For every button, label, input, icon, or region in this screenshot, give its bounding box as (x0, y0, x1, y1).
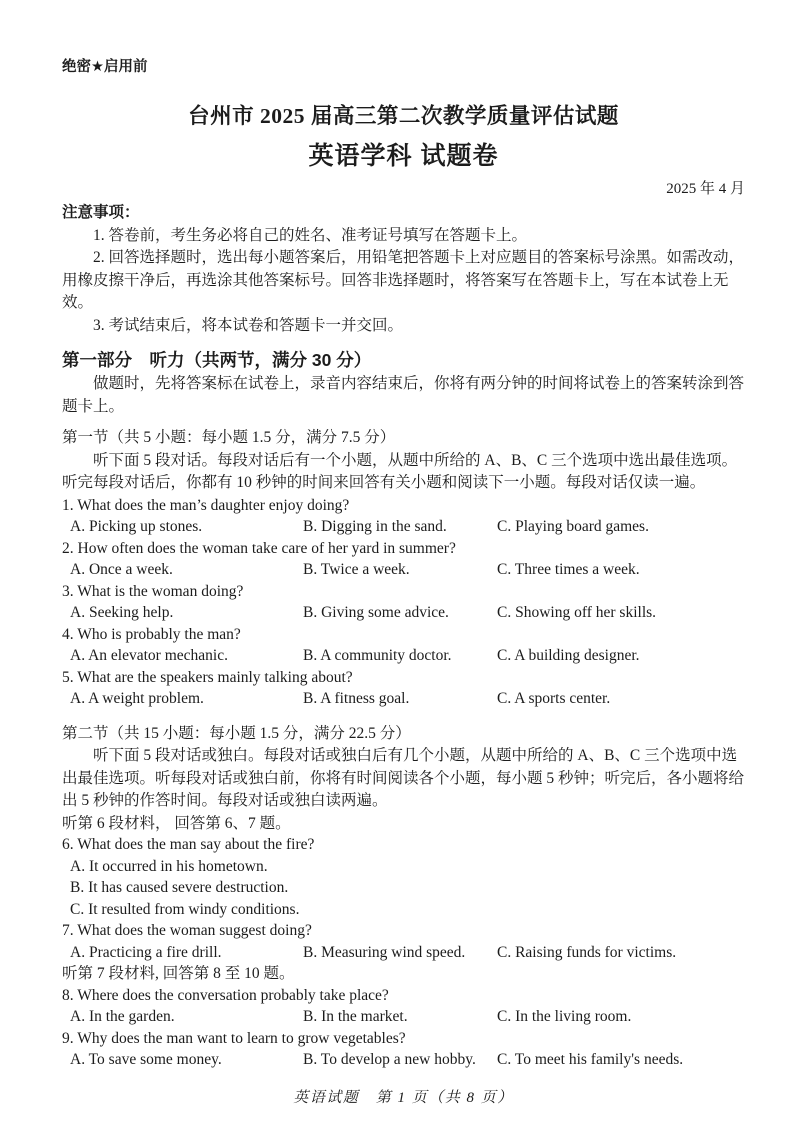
option: B. In the market. (303, 1008, 408, 1025)
question (62, 581, 745, 624)
part1-intro: 做题时，先将答案标在试卷上，录音内容结束后，你将有两分钟的时间将试卷上的答案转涂到答题卡上。 (62, 375, 745, 415)
section1-questions (62, 495, 745, 710)
options-row (62, 516, 745, 538)
options-row (62, 1006, 745, 1028)
section1-intro: 听下面 5 段对话。每段对话后有一个小题，从题中所给的 A、B、C 三个选项中选出最佳选项。听完每段对话后，你都有 10 秒钟的时间来回答有关小题和阅读下一小题。每段对话仅读一遍。 (62, 451, 738, 491)
option: B. It has caused severe destruction. (70, 879, 289, 896)
option: B. A fitness goal. (303, 690, 410, 707)
question (62, 667, 745, 710)
section2-questions (62, 813, 745, 1071)
option: A. An elevator mechanic. (70, 647, 228, 664)
option: A. It occurred in his hometown. (70, 857, 268, 875)
question (62, 538, 745, 581)
page-footer: 英语试题 第 1 页（共 8 页） (293, 1089, 514, 1106)
notice-item: 2. 回答选择题时，选出每小题答案后，用铅笔把答题卡上对应题目的答案标号涂黑。如需改动，用橡皮擦干净后，再选涂其他答案标号。回答非选择题时，将答案写在答题卡上，写在本试卷上无效。 (62, 249, 745, 311)
page-title: 台州市 2025 届高三第二次教学质量评估试题 (188, 104, 619, 128)
part1-heading: 第一部分 听力（共两节，满分 30 分） (62, 350, 372, 370)
option: B. Digging in the sand. (303, 518, 447, 535)
notice-heading: 注意事项： (62, 204, 140, 221)
question-text: 4. Who is probably the man? (62, 625, 241, 643)
options-row (62, 942, 745, 964)
question-text: 2. How often does the woman take care of her yard in summer? (62, 539, 456, 557)
options-row (62, 602, 745, 624)
option: A. Seeking help. (70, 604, 174, 621)
option: A. To save some money. (70, 1051, 222, 1068)
question (62, 920, 745, 963)
question-text: 3. What is the woman doing? (62, 582, 244, 600)
option: C. In the living room. (497, 1008, 632, 1025)
material-instruction: 听第 6 段材料， 回答第 6、7 题。 (62, 814, 291, 832)
options-row (62, 1049, 745, 1071)
question-text: 7. What does the woman suggest doing? (62, 922, 312, 939)
secrecy-label: 绝密★启用前 (62, 59, 148, 75)
option: C. To meet his family's needs. (497, 1051, 684, 1068)
question-text: 1. What does the man’s daughter enjoy doing? (62, 496, 350, 514)
section2-intro: 听下面 5 段对话或独白。每段对话或独白后有几个小题，从题中所给的 A、B、C 三个选项中选出最佳选项。听每段对话或独白前，你将有时间阅读各个小题，每小题 5 秒钟；听完后，各小题将给出 5 秒钟的作答时间。每段对话或独白读两遍。 (62, 747, 745, 809)
notice-list (62, 225, 745, 338)
option: C. Raising funds for victims. (497, 943, 677, 961)
option: B. A community doctor. (303, 647, 452, 664)
question-text: 8. Where does the conversation probably take place? (62, 986, 389, 1004)
option: B. Measuring wind speed. (303, 943, 466, 961)
exam-date: 2025 年 4 月 (666, 181, 745, 197)
options-row (62, 559, 745, 581)
option: C. Three times a week. (497, 561, 640, 578)
question (62, 834, 745, 920)
option: B. To develop a new hobby. (303, 1051, 476, 1068)
question (62, 624, 745, 667)
option: A. In the garden. (70, 1008, 175, 1025)
notice-item: 3. 考试结束后，将本试卷和答题卡一并交回。 (93, 316, 404, 334)
option: C. A sports center. (497, 690, 611, 707)
option: A. Once a week. (70, 561, 173, 578)
option: B. Twice a week. (303, 561, 410, 578)
option: A. Picking up stones. (70, 518, 203, 535)
question (62, 495, 745, 538)
question-text: 5. What are the speakers mainly talking about? (62, 668, 353, 686)
page-subtitle: 英语学科 试题卷 (308, 142, 499, 170)
option: A. Practicing a fire drill. (70, 943, 222, 961)
section1-heading: 第一节（共 5 小题：每小题 1.5 分，满分 7.5 分） (62, 429, 396, 446)
option: C. Showing off her skills. (497, 604, 657, 621)
option: A. A weight problem. (70, 690, 204, 707)
option: C. Playing board games. (497, 518, 649, 535)
option: B. Giving some advice. (303, 604, 449, 621)
section2-heading: 第二节（共 15 小题：每小题 1.5 分，满分 22.5 分） (62, 724, 411, 742)
option: C. A building designer. (497, 647, 640, 664)
question-text: 9. Why does the man want to learn to grow vegetables? (62, 1029, 406, 1047)
question (62, 1028, 745, 1071)
notice-item: 1. 答卷前，考生务必将自己的姓名、准考证号填写在答题卡上。 (93, 226, 528, 244)
material-instruction: 听第 7 段材料, 回答第 8 至 10 题。 (62, 965, 295, 982)
options-row (62, 688, 745, 710)
question-text: 6. What does the man say about the fire? (62, 836, 315, 853)
options-row (62, 645, 745, 667)
option: C. It resulted from windy conditions. (70, 900, 300, 918)
question (62, 985, 745, 1028)
